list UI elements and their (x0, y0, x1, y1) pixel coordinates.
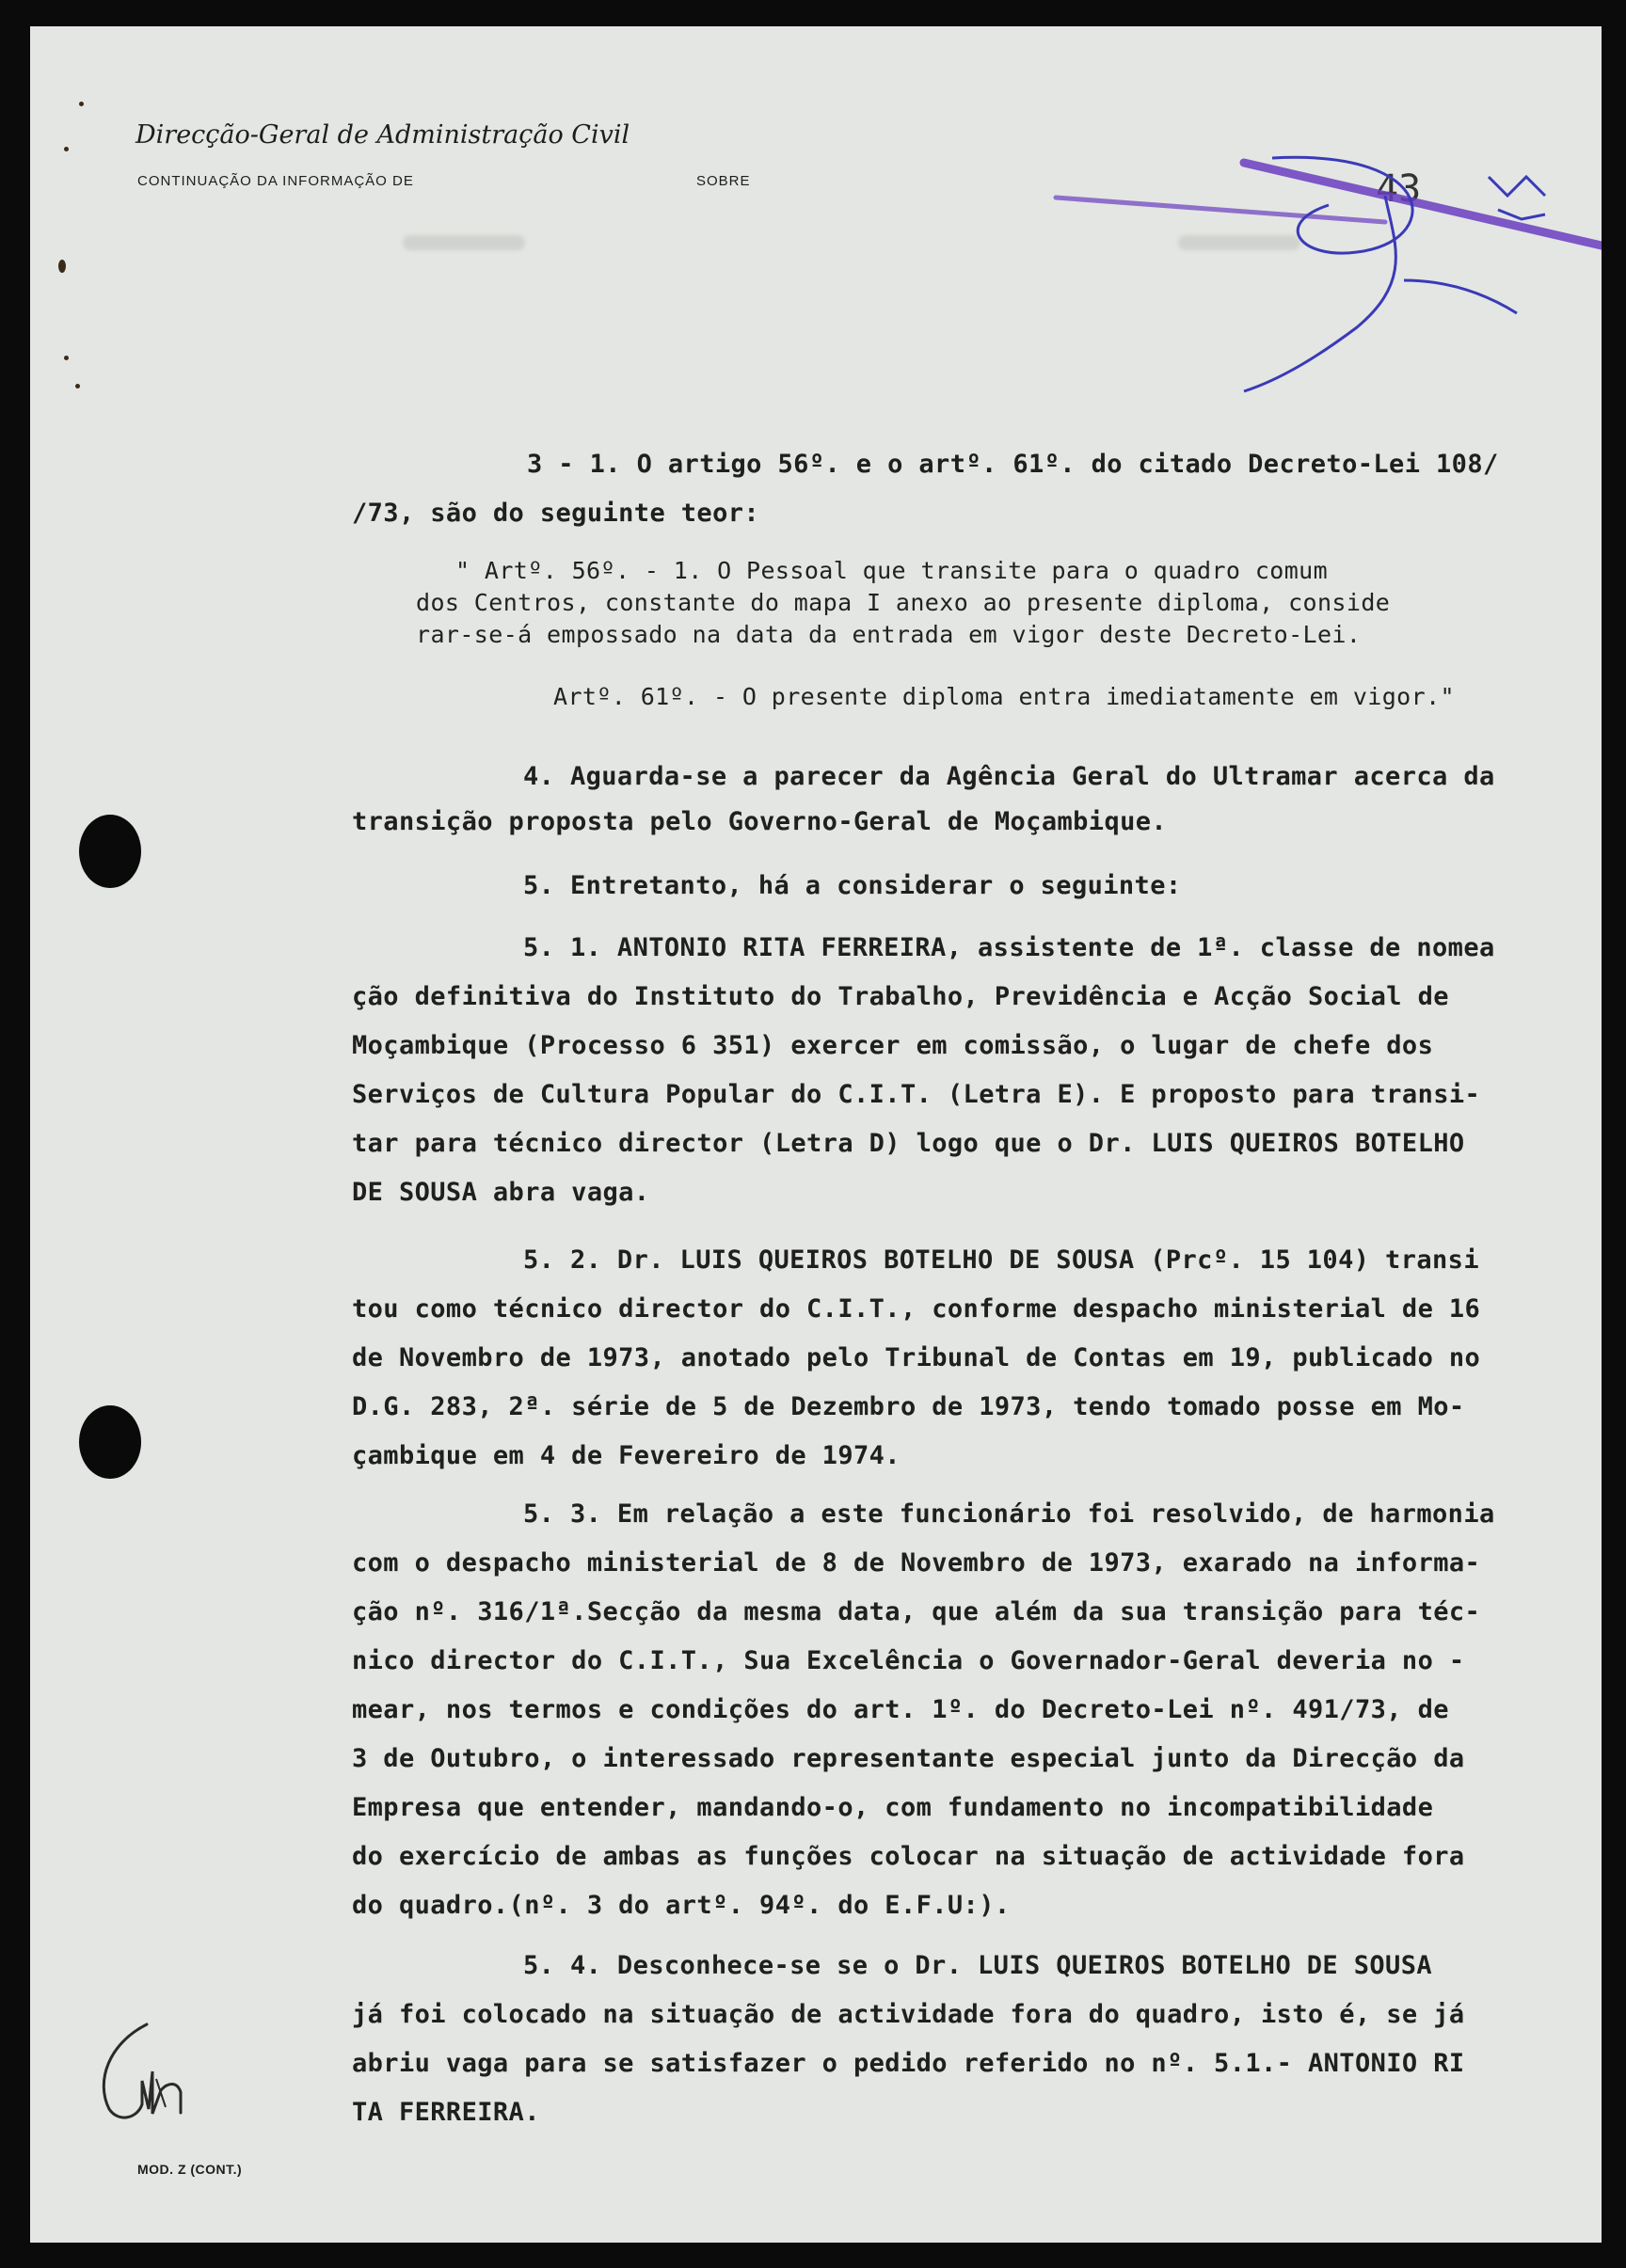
body-line: do exercício de ambas as funções colocar na situação de actividade fora (352, 1842, 1465, 1871)
body-line: tou como técnico director do C.I.T., conforme despacho ministerial de 16 (352, 1294, 1481, 1324)
quote-line: Artº. 61º. - O presente diploma entra imediatamente em vigor." (553, 683, 1455, 710)
body-line: TA FERREIRA. (352, 2098, 540, 2127)
paper-speck (75, 384, 80, 389)
body-line: Empresa que entender, mandando-o, com fundamento no incompatibilidade (352, 1793, 1434, 1822)
quote-line: " Artº. 56º. - 1. O Pessoal que transite para o quadro comum (455, 557, 1329, 584)
body-line: de Novembro de 1973, anotado pelo Tribunal de Contas em 19, publicado no (352, 1343, 1481, 1372)
document-page (30, 26, 1602, 2243)
form-code: MOD. Z (CONT.) (137, 2162, 243, 2177)
body-line: abriu vaga para se satisfazer o pedido referido no nº. 5.1.- ANTONIO RI (352, 2049, 1465, 2078)
rubric-stamp (1046, 139, 1602, 412)
body-line: ção nº. 316/1ª.Secção da mesma data, que além da sua transição para téc- (352, 1597, 1481, 1626)
body-line: 5. 2. Dr. LUIS QUEIROS BOTELHO DE SOUSA (Prcº. 15 104) transi (523, 1245, 1479, 1275)
punch-hole (79, 815, 141, 888)
body-line: 4. Aguarda-se a parecer da Agência Geral do Ultramar acerca da (523, 762, 1495, 791)
paper-speck (79, 102, 84, 106)
quote-line: rar-se-á empossado na data da entrada em vigor deste Decreto-Lei. (416, 621, 1362, 648)
continuation-label: CONTINUAÇÃO DA INFORMAÇÃO DE (137, 173, 414, 189)
paper-speck (64, 356, 69, 360)
smudge (403, 235, 525, 250)
quote-line: dos Centros, constante do mapa I anexo ao presente diploma, conside (416, 589, 1391, 616)
body-line: çambique em 4 de Fevereiro de 1974. (352, 1441, 901, 1470)
subject-label: SOBRE (696, 173, 751, 189)
body-line: 5. 4. Desconhece-se se o Dr. LUIS QUEIROS BOTELHO DE SOUSA (523, 1951, 1433, 1980)
body-line: DE SOUSA abra vaga. (352, 1178, 650, 1207)
body-line: 5. Entretanto, há a considerar o seguinte: (523, 871, 1182, 900)
body-line: transição proposta pelo Governo-Geral de Moçambique. (352, 807, 1168, 836)
body-line: tar para técnico director (Letra D) logo que o Dr. LUIS QUEIROS BOTELHO (352, 1129, 1465, 1158)
page-number: 43 (1376, 167, 1422, 211)
body-line: 3 de Outubro, o interessado representante especial junto da Direcção da (352, 1744, 1465, 1773)
paper-speck (64, 147, 69, 151)
body-line: mear, nos termos e condições do art. 1º. do Decreto-Lei nº. 491/73, de (352, 1695, 1449, 1724)
body-line: do quadro.(nº. 3 do artº. 94º. do E.F.U:). (352, 1891, 1011, 1920)
body-line: ção definitiva do Instituto do Trabalho, Previdência e Acção Social de (352, 982, 1449, 1011)
body-line: com o despacho ministerial de 8 de Novembro de 1973, exarado na informa- (352, 1548, 1481, 1578)
handwritten-initials (90, 2015, 194, 2137)
body-line: /73, são do seguinte teor: (352, 499, 760, 528)
punch-hole (79, 1405, 141, 1479)
office-title: Direcção-Geral de Administração Civil (136, 120, 630, 150)
body-line: 5. 3. Em relação a este funcionário foi resolvido, de harmonia (523, 1499, 1495, 1529)
paper-speck (58, 260, 66, 273)
body-line: D.G. 283, 2ª. série de 5 de Dezembro de 1973, tendo tomado posse em Mo- (352, 1392, 1465, 1421)
body-line: 3 - 1. O artigo 56º. e o artº. 61º. do citado Decreto-Lei 108/ (527, 450, 1499, 479)
body-line: Moçambique (Processo 6 351) exercer em comissão, o lugar de chefe dos (352, 1031, 1434, 1060)
body-line: nico director do C.I.T., Sua Excelência o Governador-Geral deveria no - (352, 1646, 1465, 1675)
body-line: já foi colocado na situação de actividade fora do quadro, isto é, se já (352, 2000, 1465, 2029)
body-line: 5. 1. ANTONIO RITA FERREIRA, assistente de 1ª. classe de nomea (523, 933, 1495, 962)
body-line: Serviços de Cultura Popular do C.I.T. (Letra E). E proposto para transi- (352, 1080, 1481, 1109)
